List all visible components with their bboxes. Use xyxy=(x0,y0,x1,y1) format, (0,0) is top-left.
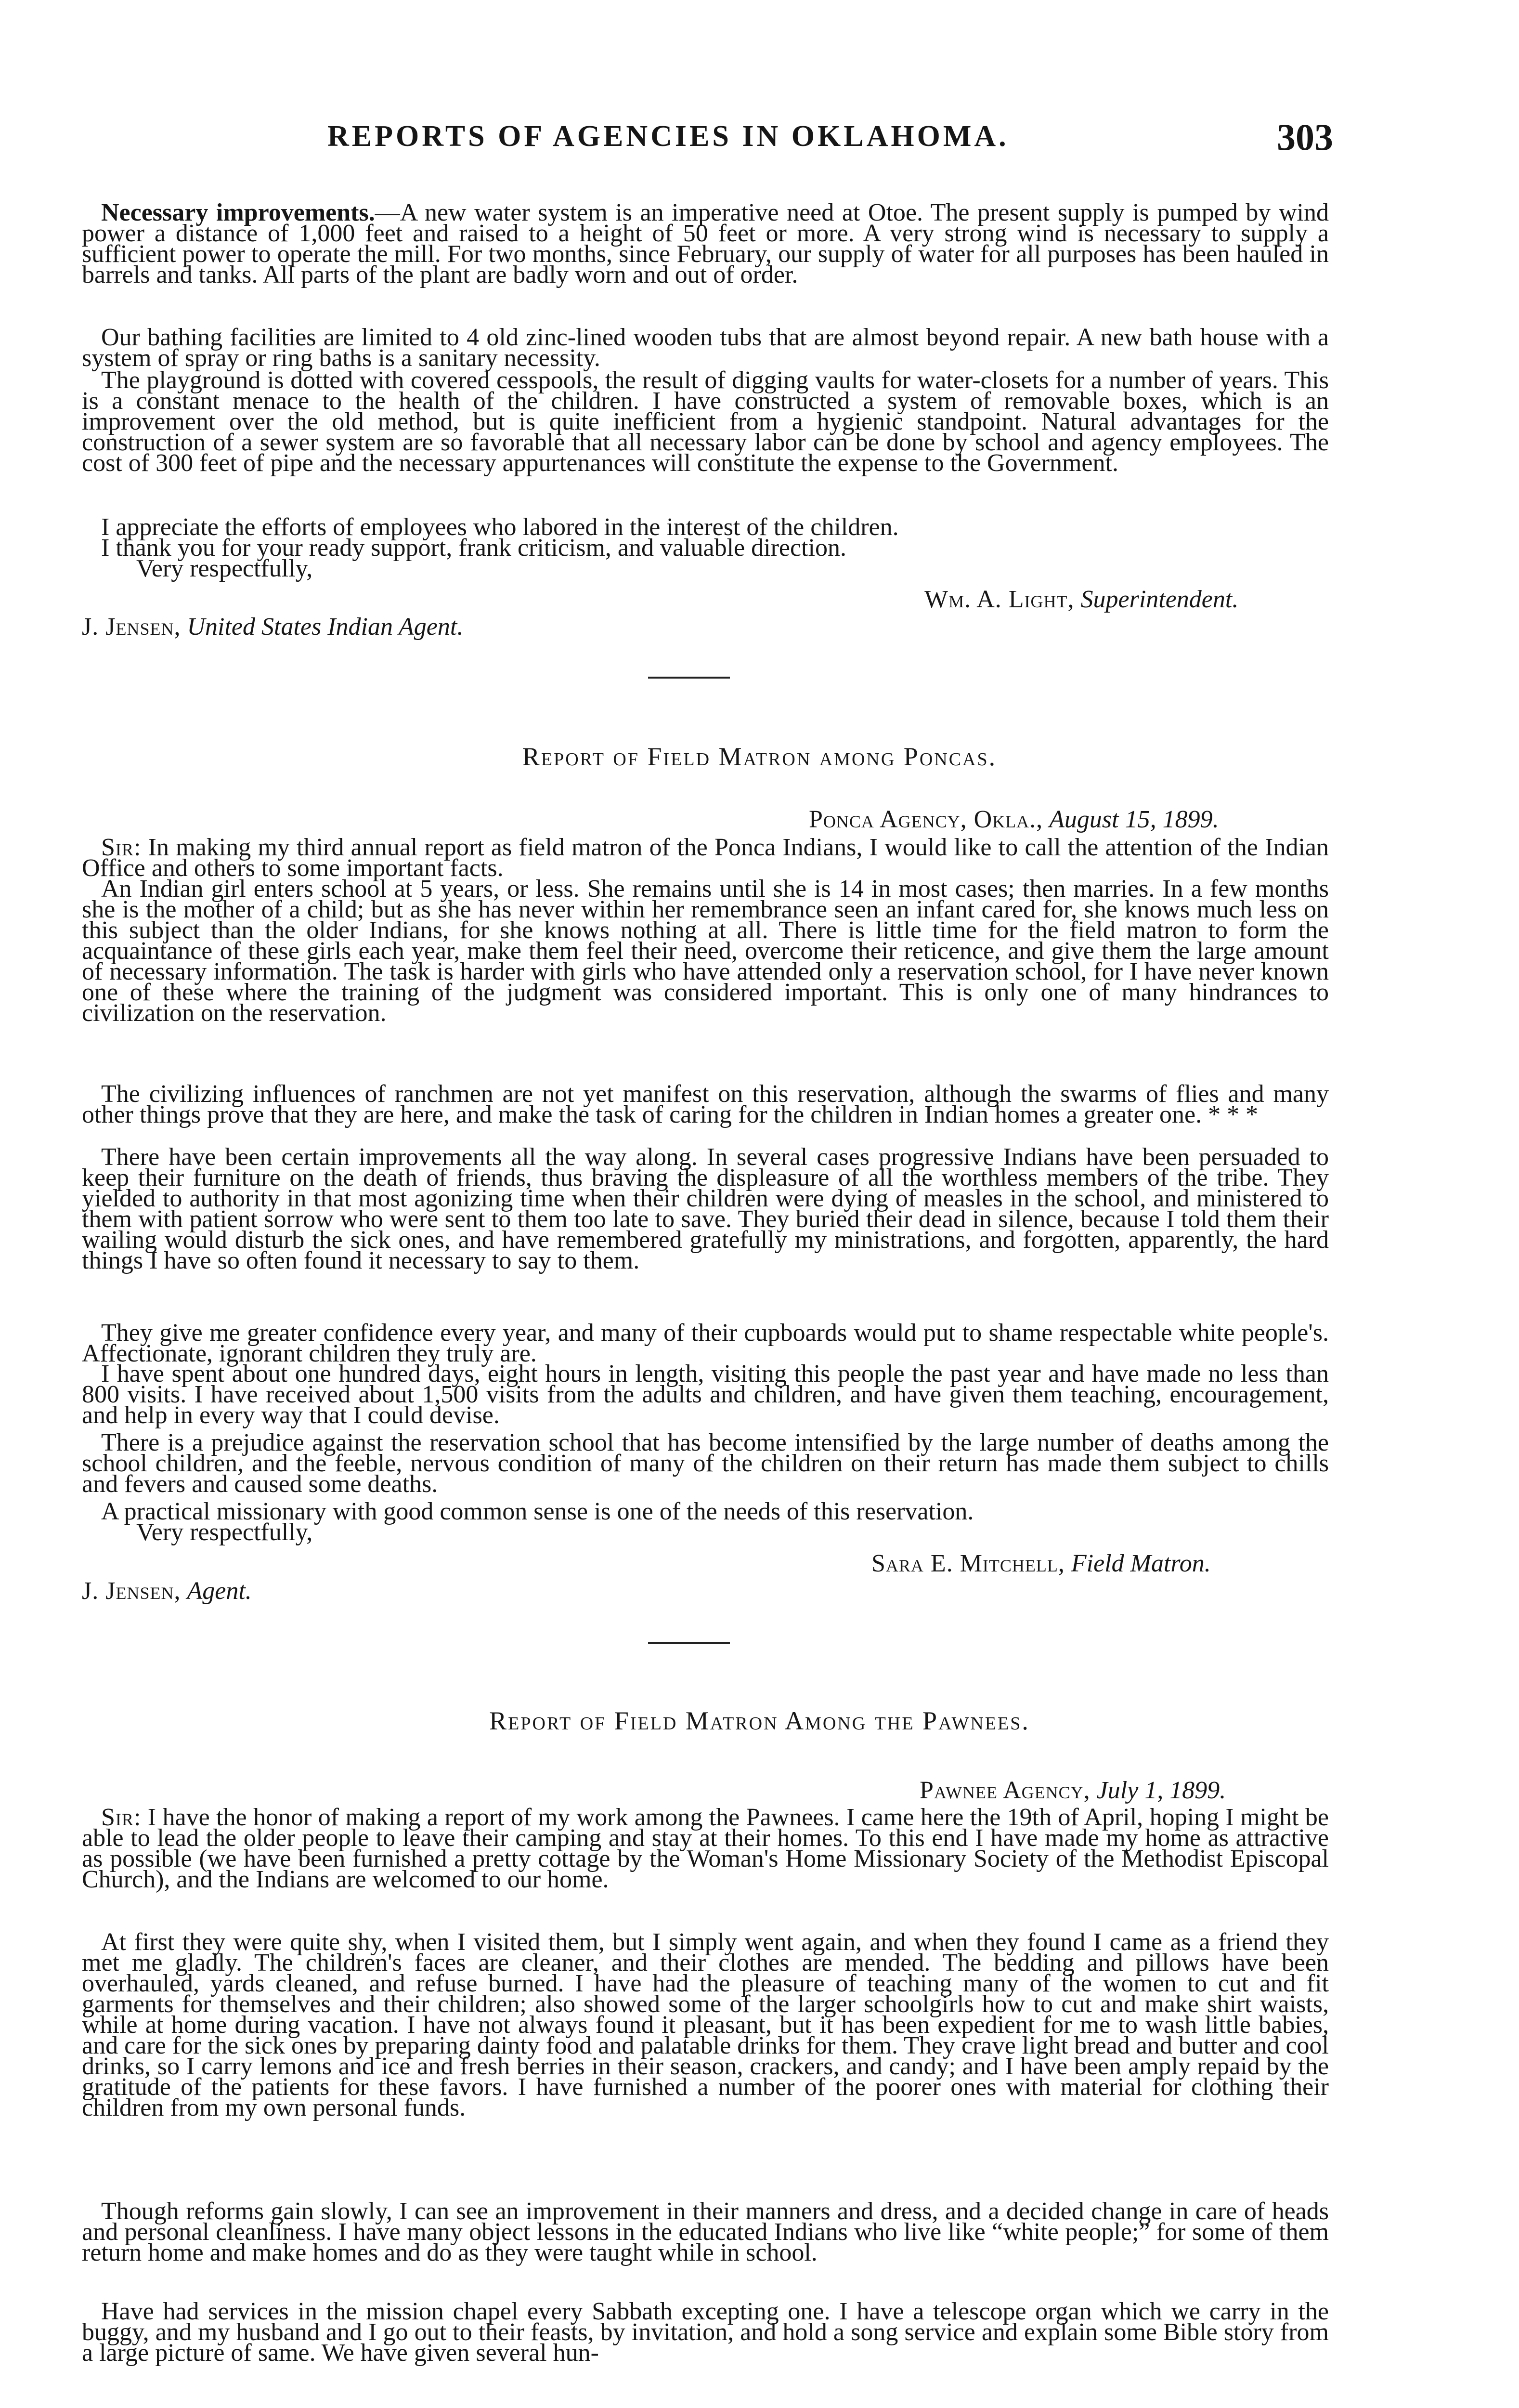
otoe-paragraph-2: Our bathing facilities are limited to 4 old zinc-lined wooden tubs that are almost beyond repair. A new bath house with a system of spray or ring baths is a sanitary necessity. xyxy=(82,324,1329,372)
running-head xyxy=(0,116,1519,164)
pawnees-dateline xyxy=(920,1777,1226,1804)
poncas-signer-title: Field Matron. xyxy=(1071,1550,1211,1577)
poncas-dateline xyxy=(809,806,1219,833)
poncas-paragraph-4: There have been certain improvements all the way along. In several cases progressive Indians have been persuaded to keep their furniture on the death of friends, thus braving the displeasure of all the worthless members of the tribe. They yielded to authority in that most agonizing time when their children were dying of measles in the school, and ministered to them with patient sorrow who were sent to them too late to save. They buried their dead in silence, because I told them their wailing would disturb the sick ones, and have remembered gratefully my ministrations, and forgotten, apparently, the hard things I have so often found it necessary to say to them. xyxy=(82,1143,1329,1274)
poncas-paragraph-8: A practical missionary with good common sense is one of the needs of this reservation. xyxy=(101,1498,974,1525)
poncas-dateline-date: August 15, 1899. xyxy=(1049,806,1219,833)
poncas-addressee-name: J. Jensen, xyxy=(82,1577,181,1605)
section-divider-1 xyxy=(648,677,730,679)
poncas-paragraph-1 xyxy=(82,834,1329,882)
pawnees-paragraph-1-text: I have the honor of making a report of my work among the Pawnees. I came here the 19th of April, hoping I might be able to lead the older people to leave their camping and stay at their homes. To this end I have made my home as attractive as possible (we have been furnished a pretty cottage by the Woman's Home Missionary Society of the Methodist Episcopal Church), and the Indians are welcomed to our home. xyxy=(82,1804,1329,1893)
pawnees-salutation: Sir: xyxy=(101,1804,142,1831)
otoe-closing: Very respectfully, xyxy=(136,555,313,582)
pawnees-paragraph-2: At first they were quite shy, when I visited them, but I simply went again, and when they found I came as a friend they met me gladly. The children's faces are cleaner, and their clothes are mended. The bedding and pillows have been overhauled, yards cleaned, and refuse burned. I have had the pleasure of teaching many of the women to cut and fit garments for themselves and their children; also showed some of the larger schoolgirls how to cut and make shirt waists, while at home during vacation. I have not always found it pleasant, but it has been expedient for me to wash little babies, and care for the sick ones by preparing dainty food and palatable drinks for them. They crave light bread and butter and cool drinks, so I carry lemons and ice and fresh berries in their season, crackers, and candy; and I have been amply repaid by the gratitude of the patients for these favors. I have furnished a number of the poorer ones with material for clothing their children from my own personal funds. xyxy=(82,1928,1329,2121)
poncas-signature xyxy=(871,1550,1211,1577)
poncas-paragraph-6: I have spent about one hundred days, eight hours in length, visiting this people the past year and have made no less than 800 visits. I have received about 1,500 visits from the adults and children, and have given them teaching, encouragement, and help in every way that I could devise. xyxy=(82,1360,1329,1429)
otoe-signer-name: Wm. A. Light, xyxy=(924,586,1075,613)
poncas-signer-name: Sara E. Mitchell, xyxy=(871,1550,1065,1577)
poncas-salutation: Sir: xyxy=(101,834,142,861)
poncas-report-title: Report of Field Matron among Poncas. xyxy=(522,742,997,771)
poncas-paragraph-5: They give me greater confidence every year, and many of their cupboards would put to shame respectable white people's. Affectionate, ignorant children they truly are. xyxy=(82,1319,1329,1367)
page-number: 303 xyxy=(1277,116,1333,158)
otoe-addressee-name: J. Jensen, xyxy=(82,613,181,641)
pawnees-paragraph-4: Have had services in the mission chapel every Sabbath excepting one. I have a telescope organ which we carry in the buggy, and my husband and I go out to their feasts, by invitation, and hold a song service and explain some Bible story from a large picture of same. We have given several hun- xyxy=(82,2298,1329,2367)
poncas-paragraph-1-text: In making my third annual report as field matron of the Ponca Indians, I would like to call the attention of the Indian Office and others to some important facts. xyxy=(82,834,1329,882)
pawnees-paragraph-1 xyxy=(82,1804,1329,1893)
poncas-addressee-title: Agent. xyxy=(187,1577,252,1605)
otoe-lead-heading: Necessary improvements. xyxy=(101,199,375,226)
poncas-paragraph-2: An Indian girl enters school at 5 years, or less. She remains until she is 14 in most cases; then marries. In a few months she is the mother of a child; but as she has never within her remembrance seen an infant cared for, she knows much less on this subject than the older Indians, for she knows nothing at all. There is little time for the field matron to form the acquaintance of these girls each year, make them feel their need, overcome their reticence, and give them the large amount of necessary information. The task is harder with girls who have attended only a reservation school, for I have never known one of these where the training of the judgment was considered important. This is only one of many hindrances to civilization on the reservation. xyxy=(82,875,1329,1027)
poncas-dateline-place: Ponca Agency, Okla., xyxy=(809,806,1043,833)
otoe-paragraph-3: The playground is dotted with covered cesspools, the result of digging vaults for water-closets for a number of years. This is a constant menace to the health of the children. I have constructed a system of removable boxes, which is an improvement over the old method, but is quite inefficient from a hygienic standpoint. Natural advantages for the construction of a sewer system are so favorable that all necessary labor can be done by school and agency employees. The cost of 300 feet of pipe and the necessary appurtenances will constitute the expense to the Government. xyxy=(82,366,1329,477)
otoe-signer-title: Superintendent. xyxy=(1080,586,1239,613)
poncas-paragraph-7: There is a prejudice against the reservation school that has become intensified by the large number of deaths among the school children, and the feeble, nervous condition of many of the children on their return has made them subject to chills and fevers and caused some deaths. xyxy=(82,1429,1329,1498)
poncas-addressee xyxy=(82,1577,252,1605)
otoe-addressee xyxy=(82,613,464,641)
section-divider-2 xyxy=(648,1642,730,1644)
poncas-closing: Very respectfully, xyxy=(136,1518,313,1546)
otoe-signature xyxy=(924,586,1239,613)
pawnees-report-title: Report of Field Matron Among the Pawnees. xyxy=(489,1706,1030,1735)
otoe-paragraph-1-text: —A new water system is an imperative need at Otoe. The present supply is pumped by wind power a distance of 1,000 feet and raised to a height of 50 feet or more. A very strong wind is necessary to supply a sufficient power to operate the mill. For two months, since February, our supply of water for all purposes has been hauled in barrels and tanks. All parts of the plant are badly worn and out of order. xyxy=(82,199,1329,288)
poncas-paragraph-3: The civilizing influences of ranchmen are not yet manifest on this reservation, although the swarms of flies and many other things prove that they are here, and make the task of caring for the children in Indian homes a greater one. * * * xyxy=(82,1080,1329,1128)
pawnees-paragraph-3: Though reforms gain slowly, I can see an improvement in their manners and dress, and a decided change in care of heads and personal cleanliness. I have many object lessons in the educated Indians who live like “white people;” for some of them return home and make homes and do as they were taught while in school. xyxy=(82,2198,1329,2266)
pawnees-dateline-place: Pawnee Agency, xyxy=(920,1777,1091,1804)
pawnees-dateline-date: July 1, 1899. xyxy=(1096,1777,1226,1804)
otoe-paragraph-1 xyxy=(82,199,1329,288)
otoe-addressee-title: United States Indian Agent. xyxy=(187,613,464,641)
otoe-paragraph-4: I appreciate the efforts of employees who labored in the interest of the children. xyxy=(101,513,899,541)
running-title: REPORTS OF AGENCIES IN OKLAHOMA. xyxy=(327,120,1009,153)
otoe-paragraph-5: I thank you for your ready support, frank criticism, and valuable direction. xyxy=(101,534,846,562)
